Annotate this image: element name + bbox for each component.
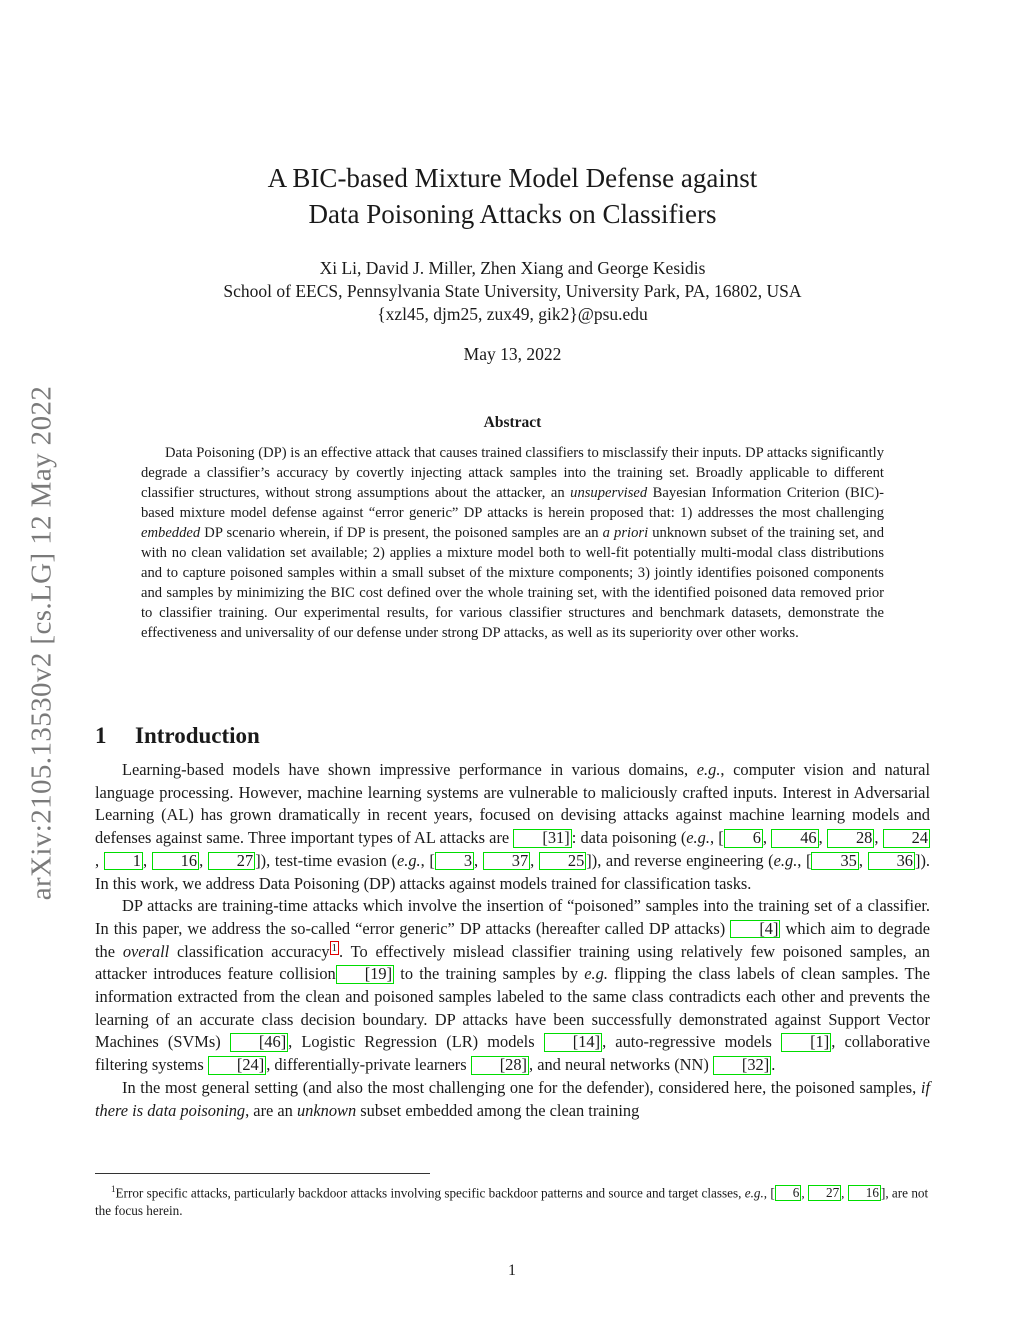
emphasis: overall	[122, 941, 170, 961]
introduction-body	[95, 759, 930, 1122]
arxiv-identifier: arXiv:2105.13530v2 [cs.LG] 12 May 2022	[25, 385, 58, 901]
abstract-paragraph	[141, 443, 884, 643]
author-block	[95, 257, 930, 326]
text-run: which aim to degrade the	[95, 918, 930, 961]
citation-link[interactable]: 24	[883, 829, 930, 847]
text-run: ,	[474, 850, 483, 870]
text-run: ,	[530, 850, 539, 870]
citation-link[interactable]: 27	[208, 852, 255, 870]
text-run: ], are not the focus herein.	[95, 1185, 929, 1219]
text-run: ]). In this work, we address Data Poisoning (DP) attacks against models trained for classification tasks.	[95, 850, 931, 893]
citation-link[interactable]: 6	[724, 829, 763, 847]
text-run: , are an	[245, 1100, 297, 1120]
footnote-divider	[95, 1173, 430, 1174]
footnote-text	[95, 1180, 930, 1220]
citation-link[interactable]: 16	[152, 852, 199, 870]
citation-link[interactable]: [46]	[230, 1033, 288, 1051]
citation-link[interactable]: 28	[827, 829, 874, 847]
text-run: , collaborative filtering systems	[95, 1032, 931, 1075]
citation-link[interactable]: 36	[868, 852, 915, 870]
emphasis: e.g.	[396, 850, 421, 870]
text-run: ,	[142, 850, 152, 870]
text-run: , and neural networks (NN)	[529, 1055, 713, 1075]
author-names: Xi Li, David J. Miller, Zhen Xiang and George Kesidis	[319, 258, 706, 278]
text-run: DP attacks are training-time attacks which involve the insertion of “poisoned” samples into the training set of a classifier. In this paper, we address the so-called “error generic” DP attacks (hereafter called DP attacks)	[95, 896, 930, 938]
text-run: ,	[762, 828, 772, 848]
footnote-mark: 1	[111, 1184, 116, 1194]
abstract-heading: Abstract	[483, 414, 542, 431]
text-run: classification accuracy	[169, 941, 330, 961]
abstract-text: DP scenario wherein, if DP is present, the poisoned samples are an	[200, 525, 603, 541]
emphasis: e.g.	[696, 760, 721, 779]
citation-link[interactable]: [31]	[513, 829, 571, 847]
text-run: , [	[797, 850, 812, 870]
paper-title	[95, 160, 930, 232]
emphasis: e.g.	[584, 964, 608, 984]
text-run: ,	[199, 850, 208, 870]
citation-link[interactable]: [19]	[336, 965, 394, 983]
text-run: . To effectively mislead classifier training using relatively few poisoned samples, an attacker introduces feature collision	[95, 941, 930, 984]
citation-link[interactable]: 25	[539, 852, 586, 870]
page-number: 1	[508, 1262, 516, 1279]
abstract-emphasis: a priori	[602, 525, 649, 541]
intro-paragraph-3	[95, 1077, 930, 1122]
citation-link[interactable]: 6	[775, 1185, 802, 1200]
text-run: ]), and reverse engineering (	[586, 850, 774, 870]
text-run: to the training samples by	[394, 964, 585, 984]
text-run: ,	[858, 850, 868, 870]
text-run: : data poisoning (	[571, 828, 687, 848]
text-run: .	[771, 1055, 776, 1075]
citation-link[interactable]: [1]	[781, 1033, 831, 1051]
text-run: , [	[420, 850, 435, 870]
citation-link[interactable]: 46	[771, 829, 818, 847]
title-line-1: A BIC-based Mixture Model Defense against	[267, 163, 758, 193]
abstract-emphasis: unsupervised	[570, 485, 648, 501]
footnote-reference[interactable]: 1	[331, 941, 338, 954]
text-run: , computer vision and natural language processing. However, machine learning systems are vulnerable to maliciously crafted inputs. Interest in Adversarial Learning (AL) has grown dramatically in recent years, focused on devising attacks against machine learning models and defenses against same. Three important types of AL attacks are	[95, 760, 930, 848]
text-run: ,	[874, 828, 883, 848]
text-run: , [	[763, 1185, 775, 1201]
text-run: ,	[801, 1185, 808, 1201]
text-run: In the most general setting (and also the most challenging one for the defender), considered here, the poisoned samples,	[122, 1077, 921, 1097]
citation-link[interactable]: 1	[104, 852, 143, 870]
text-run: , [	[709, 828, 724, 848]
citation-link[interactable]: 37	[483, 852, 530, 870]
abstract-text: Bayesian Information Criterion (BIC)-based mixture model defense against “error generic” DP attacks is herein proposed that: 1) addresses the most challenging	[141, 485, 885, 521]
author-emails: {xzl45, djm25, zux49, gik2}@psu.edu	[377, 304, 648, 324]
text-run: ]), test-time evasion (	[255, 850, 397, 870]
emphasis: unknown	[296, 1100, 357, 1120]
text-run: ,	[841, 1185, 848, 1201]
citation-link[interactable]: 27	[808, 1185, 841, 1200]
abstract-text: unknown subset of the training set, and with no clean validation set available; 2) applies a mixture model both to well-fit potentially multi-modal class distributions and to capture poisoned samples within a small subset of the mixture components; 3) jointly identifies poisoned components and samples by minimizing the BIC cost defined over the whole training set, with the identified poisoned data removed prior to classifier training. Our experimental results, for various classifier structures and benchmark datasets, demonstrate the effectiveness and universality of our defense under strong DP attacks, as well as its superiority over other works.	[141, 525, 884, 641]
emphasis: e.g.	[744, 1185, 764, 1201]
paper-date: May 13, 2022	[463, 344, 562, 364]
title-line-2: Data Poisoning Attacks on Classifiers	[308, 199, 717, 229]
text-run: , differentially-private learners	[266, 1055, 471, 1075]
section-number: 1	[95, 723, 107, 748]
citation-link[interactable]: [14]	[544, 1033, 602, 1051]
text-run: , auto-regressive models	[602, 1032, 782, 1052]
text-run: Error specific attacks, particularly backdoor attacks involving specific backdoor patterns and source and target classes,	[115, 1185, 745, 1201]
footnote	[95, 1180, 930, 1220]
emphasis: e.g.	[773, 850, 798, 870]
arxiv-sidebar	[2, 323, 82, 963]
citation-link[interactable]: [28]	[471, 1056, 529, 1074]
section-title: Introduction	[135, 723, 260, 748]
abstract-emphasis: embedded	[141, 525, 201, 541]
citation-link[interactable]: 16	[848, 1185, 881, 1200]
abstract-body	[141, 443, 884, 643]
text-run: ,	[95, 850, 104, 870]
author-affiliation: School of EECS, Pennsylvania State University, University Park, PA, 16802, USA	[223, 281, 802, 301]
text-run: , Logistic Regression (LR) models	[288, 1032, 544, 1052]
text-run: ,	[818, 828, 827, 848]
emphasis: if there is data poisoning	[95, 1077, 930, 1120]
citation-link[interactable]: [32]	[713, 1056, 771, 1074]
emphasis: e.g.	[686, 828, 710, 848]
intro-paragraph-1	[95, 759, 930, 895]
citation-link[interactable]: 35	[811, 852, 858, 870]
section-heading-introduction	[95, 723, 260, 749]
text-run: flipping the class labels of clean samples. The information extracted from the clean and poisoned samples labeled to the same class contradicts each other and prevents the learning of an accurate class decision boundary. DP attacks have been successfully demonstrated against Support Vector Machines (SVMs)	[95, 964, 930, 1052]
citation-link[interactable]: [24]	[208, 1056, 266, 1074]
citation-link[interactable]: 3	[435, 852, 474, 870]
abstract-text: Data Poisoning (DP) is an effective attack that causes trained classifiers to misclassify their inputs. DP attacks significantly degrade a classifier’s accuracy by covertly injecting attack samples into the training set. Broadly applicable to different classifier structures, without strong assumptions about the attacker, an	[141, 445, 884, 501]
intro-paragraph-2	[95, 895, 930, 1077]
text-run: Learning-based models have shown impressive performance in various domains,	[122, 760, 697, 779]
citation-link[interactable]: [4]	[730, 920, 780, 938]
text-run: subset embedded among the clean training	[356, 1100, 640, 1120]
